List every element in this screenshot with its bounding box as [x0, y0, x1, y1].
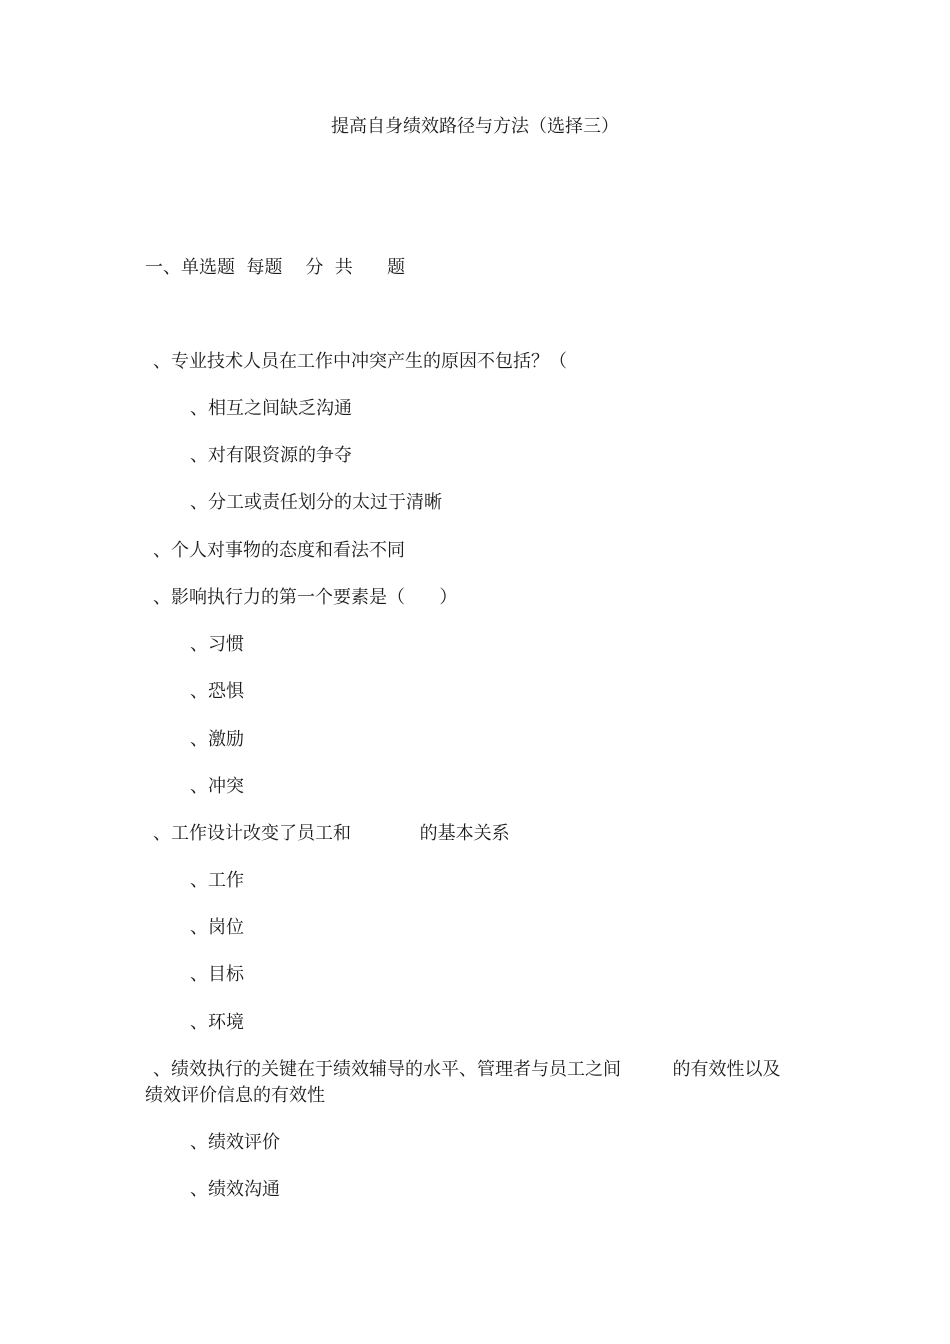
question-2-option-b: 、恐惧	[190, 681, 244, 702]
question-1-option-d: 、个人对事物的态度和看法不同	[153, 540, 405, 561]
question-3-option-a: 、工作	[190, 870, 244, 891]
question-1-option-c: 、分工或责任划分的太过于清晰	[190, 492, 442, 513]
question-2-option-c: 、激励	[190, 729, 244, 750]
question-3-option-b: 、岗位	[190, 917, 244, 938]
question-4-option-b: 、绩效沟通	[190, 1179, 280, 1200]
section-heading: 一、单选题 每题 分 共 题	[145, 257, 406, 278]
question-3-option-c: 、目标	[190, 964, 244, 985]
question-1-option-a: 、相互之间缺乏沟通	[190, 398, 352, 419]
question-1: 、专业技术人员在工作中冲突产生的原因不包括？（	[153, 351, 567, 372]
question-3: 、工作设计改变了员工和 的基本关系	[153, 823, 510, 844]
question-4-option-a: 、绩效评价	[190, 1132, 280, 1153]
document-title: 提高自身绩效路径与方法（选择三）	[331, 116, 619, 137]
question-3-option-d: 、环境	[190, 1012, 244, 1033]
question-2: 、影响执行力的第一个要素是（ ）	[153, 587, 458, 608]
question-1-option-b: 、对有限资源的争夺	[190, 445, 352, 466]
question-2-option-a: 、习惯	[190, 634, 244, 655]
question-4-continuation: 绩效评价信息的有效性	[145, 1085, 325, 1106]
question-2-option-d: 、冲突	[190, 776, 244, 797]
question-4: 、绩效执行的关键在于绩效辅导的水平、管理者与员工之间 的有效性以及	[153, 1059, 781, 1080]
